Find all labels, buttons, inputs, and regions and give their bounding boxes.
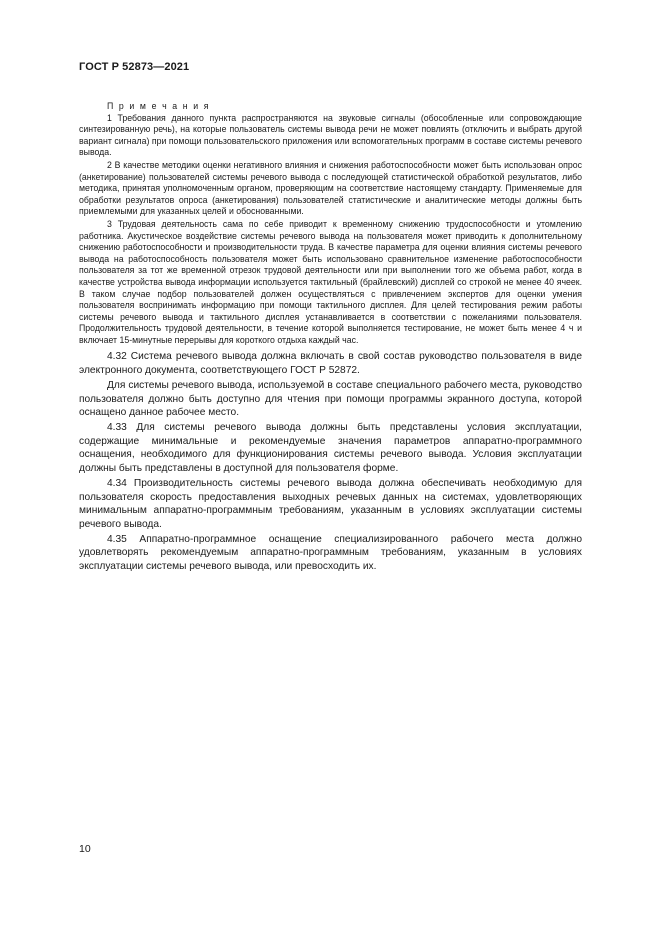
- notes-block: [79, 101, 582, 346]
- body-text: [79, 350, 582, 573]
- clause-4-32-continuation: Для системы речевого вывода, используемой в составе специального рабочего места, руководство пользователя должно быть доступно для чтения при помощи программы экранного доступа, которой оснащено данное рабочее место.: [79, 379, 582, 419]
- clause-4-33: 4.33 Для системы речевого вывода должны быть представлены условия эксплуатации, содержащие минимальные и рекомендуемые значения параметров аппаратно-программного оснащения, необходимого для функционирования системы речевого вывода. Условия эксплуатации должны быть представлены в доступной для пользователя форме.: [79, 421, 582, 475]
- notes-title: П р и м е ч а н и я: [107, 101, 211, 111]
- clause-4-35: 4.35 Аппаратно-программное оснащение специализированного рабочего места должно удовлетворять рекомендуемым аппаратно-программным требованиям, указанным в условиях эксплуатации системы речевого вывода, или превосходить их.: [79, 533, 582, 573]
- page-number: 10: [79, 843, 91, 855]
- note-2: 2 В качестве методики оценки негативного влияния и снижения работоспособности может быть использован опрос (анкетирование) пользователей системы речевого вывода с последующей статистической обработкой результатов, либо методика, принятая уполномоченным органом, проверяющим на соответствие настоящему стандарту. Применяемые для обработки результатов опроса (анкетирования) пользователей статистические и аналитические методы должны быть приемлемыми для указанных целей и обоснованными.: [79, 159, 582, 217]
- note-1: 1 Требования данного пункта распространяются на звуковые сигналы (обособленные или сопровождающие синтезированную речь), на которые пользователь системы вывода речи не может повлиять (отключить и выбрать другой вариант сигнала) при помощи пользовательского приложения или вспомогательных программ в составе системы речевого вывода.: [79, 112, 582, 158]
- page-content: [79, 101, 582, 575]
- clause-4-34: 4.34 Производительность системы речевого вывода должна обеспечивать необходимую для пользователя скорость предоставления выходных речевых данных на системах, удовлетворяющих минимальным аппаратно-программным требованиям, указанным в условиях эксплуатации системы речевого вывода.: [79, 477, 582, 530]
- note-3: 3 Трудовая деятельность сама по себе приводит к временному снижению трудоспособности и утомлению работника. Акустическое воздействие системы речевого вывода на пользователя может приводить к дополнительному снижению работоспособности и производительности труда. В качестве параметра для оценки влияния системы речевого вывода на работоспособность пользователя может быть использовано сравнительное изменение работоспособности пользователя за тот же временной отрезок трудовой деятельности или при выполнении того же объема работ, когда в качестве устройства вывода информации используется тактильный (брайлевский) дисплей со строкой не менее 40 ячеек. В таком случае подбор пользователей должен осуществляться с привлечением экспертов для оценки умения пользователя воспринимать информацию при помощи тактильного дисплея. Для целей тестирования режим работы системы речевого вывода и тактильного дисплея устанавливается в соответствии с пожеланиями пользователя. Продолжительность трудовой деятельности, в течение которой выполняется тестирование, не может быть менее 4 ч и включает 15-минутные перерывы для короткого отдыха каждый час.: [79, 218, 582, 345]
- clause-4-32: 4.32 Система речевого вывода должна включать в свой состав руководство пользователя в виде электронного документа, соответствующего ГОСТ Р 52872.: [79, 351, 582, 377]
- document-code-header: ГОСТ Р 52873—2021: [79, 61, 190, 73]
